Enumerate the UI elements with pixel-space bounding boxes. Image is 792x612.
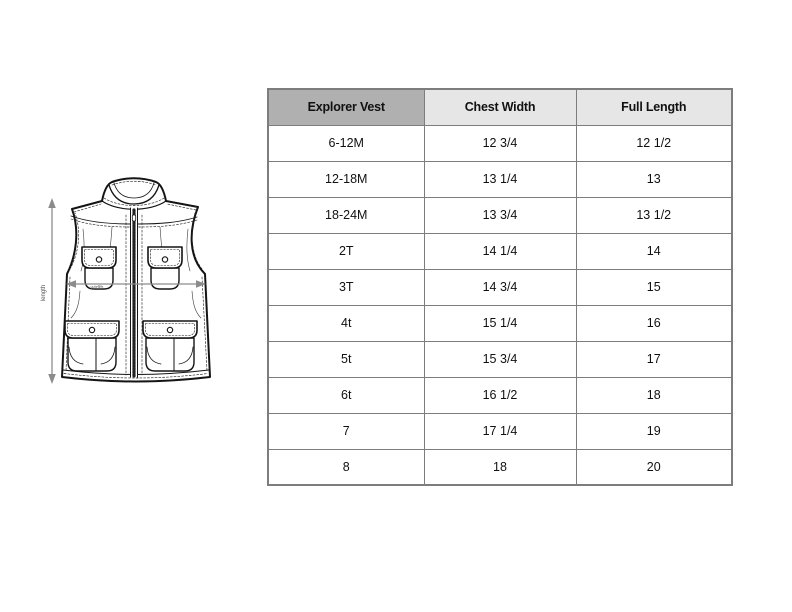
full-length-cell: 14 [576,233,732,269]
size-cell: 18-24M [268,197,424,233]
table-row [268,197,732,233]
size-cell: 8 [268,449,424,485]
full-length-cell: 13 1/2 [576,197,732,233]
pocket-button [162,257,167,262]
size-cell: 5t [268,341,424,377]
size-cell: 4t [268,305,424,341]
vest-illustration [34,168,242,408]
full-length-cell: 12 1/2 [576,125,732,161]
full-length-cell: 20 [576,449,732,485]
chest-width-cell: 18 [424,449,576,485]
table-row [268,125,732,161]
chest-width-cell: 14 3/4 [424,269,576,305]
chest-width-cell: 15 1/4 [424,305,576,341]
chest-width-cell: 16 1/2 [424,377,576,413]
chest-width-cell: 13 1/4 [424,161,576,197]
chest-width-cell: 12 3/4 [424,125,576,161]
table-row [268,341,732,377]
table-row [268,269,732,305]
length-label: length [41,284,47,302]
table-row [268,449,732,485]
table-row [268,413,732,449]
upper-right-pocket [148,247,182,289]
chest-width-cell: 17 1/4 [424,413,576,449]
size-cell: 6-12M [268,125,424,161]
size-chart-table [267,88,733,486]
size-cell: 3T [268,269,424,305]
full-length-cell: 17 [576,341,732,377]
vest-body [62,178,210,381]
pocket-button [167,327,172,332]
table-row [268,161,732,197]
width-label: width [90,285,104,291]
table-row [268,233,732,269]
table-row [268,305,732,341]
full-length-cell: 13 [576,161,732,197]
chest-width-cell: 13 3/4 [424,197,576,233]
size-cell: 7 [268,413,424,449]
size-cell: 6t [268,377,424,413]
chest-width-cell: 15 3/4 [424,341,576,377]
full-length-cell: 18 [576,377,732,413]
upper-left-pocket [82,247,116,289]
size-cell: 2T [268,233,424,269]
lower-left-pocket [65,321,119,371]
length-arrow [48,198,56,384]
table-row [268,377,732,413]
lower-right-pocket [143,321,197,371]
pocket-button [89,327,94,332]
column-header-explorer-vest: Explorer Vest [268,89,424,125]
column-header-chest-width: Chest Width [424,89,576,125]
size-cell: 12-18M [268,161,424,197]
zipper [131,208,138,378]
chest-width-cell: 14 1/4 [424,233,576,269]
full-length-cell: 15 [576,269,732,305]
full-length-cell: 19 [576,413,732,449]
column-header-full-length: Full Length [576,89,732,125]
header-row [268,89,732,125]
pocket-button [96,257,101,262]
full-length-cell: 16 [576,305,732,341]
vest-line-art [34,168,242,408]
